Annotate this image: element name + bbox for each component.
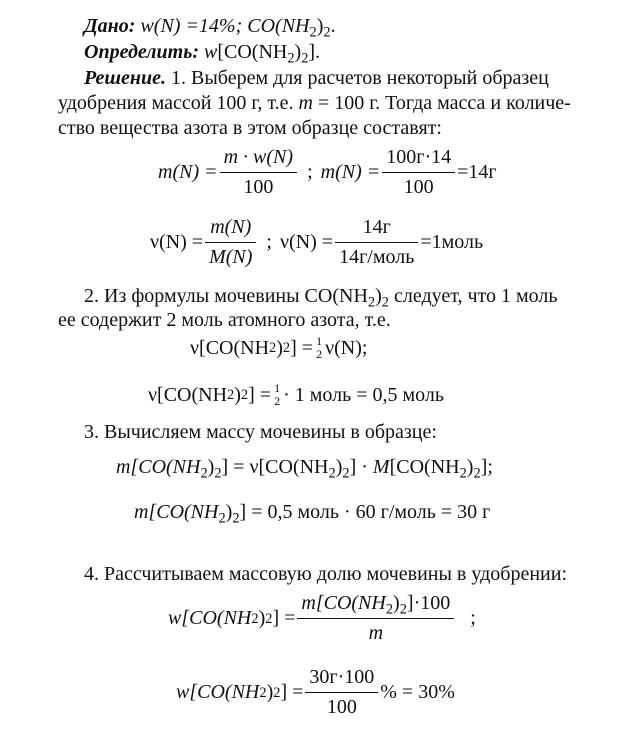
eq5-p6: [CO(NH <box>389 456 460 478</box>
eq8-mid: ) <box>266 681 274 703</box>
eq4-rhs-pre: ] = <box>248 383 272 406</box>
eq5-s5: 2 <box>459 465 467 482</box>
eq1-den2: 100 <box>403 176 434 198</box>
eq6-p1: m[CO(NH <box>134 501 219 523</box>
eq3-rhs: ν(N); <box>325 336 368 359</box>
eq1-fraction-2 <box>382 146 455 199</box>
equation-mass-n <box>158 146 497 199</box>
solution-line2-pre: удобрения массой 100 г, т.е. <box>58 92 299 114</box>
step3-line <box>84 420 437 444</box>
solution-line-1 <box>84 66 549 90</box>
eq5-p8: ]; <box>480 456 493 478</box>
equation-mass-urea-formula <box>116 455 493 482</box>
step2-line-2 <box>58 308 391 332</box>
eq1-result: =14г <box>457 161 497 183</box>
eq4-rhs: · 1 моль = 0,5 моль <box>283 383 445 406</box>
eq3-mid: ) <box>276 336 283 359</box>
solution-step1-line1: 1. Выберем для расчетов некоторый образец <box>166 67 549 89</box>
eq5-p2: ) <box>207 456 215 478</box>
eq4-half-den: 2 <box>274 394 281 408</box>
eq5-p1: m[CO(NH <box>116 456 201 478</box>
eq7-mid: ) <box>258 607 266 629</box>
solution-line2-post: = 100 г. Тогда масса и количе- <box>312 92 571 114</box>
eq3-half-num: 1 <box>316 334 323 348</box>
eq5-p7: ) <box>466 456 474 478</box>
determine-line <box>84 40 321 67</box>
step2-line2: ее содержит 2 моль атомного азота, т.е. <box>58 309 391 331</box>
eq2-num1: m(N) <box>205 216 256 243</box>
eq8-lhs: w[CO(NH <box>176 681 260 703</box>
given-period: . <box>330 15 336 37</box>
eq1-lhs1: m(N) = <box>158 161 218 183</box>
eq8-fraction <box>305 666 378 719</box>
eq3-lhs: ν[CO(NH <box>190 336 270 359</box>
step2-sub: 2 <box>367 294 376 311</box>
determine-text: [CO(NH <box>217 41 288 63</box>
eq7-eq: ] = <box>272 607 296 629</box>
equation-moles-n <box>150 216 483 269</box>
determine-text-mid: ) <box>294 41 302 63</box>
determine-w: w <box>204 41 218 63</box>
determine-text-post: ]. <box>308 41 321 63</box>
eq1-sep: ; <box>307 161 313 183</box>
given-line <box>84 14 336 41</box>
eq2-lhs1: ν(N) = <box>150 231 204 253</box>
eq6-s2: 2 <box>232 510 240 527</box>
eq5-m-letter: M <box>372 456 390 478</box>
eq2-fraction-2 <box>335 216 418 269</box>
eq2-lhs2: ν(N) = <box>279 231 334 253</box>
step4-line <box>84 562 567 586</box>
eq8-eq: ] = <box>280 681 304 703</box>
step2-sub2: 2 <box>381 294 389 311</box>
equation-mass-urea-value <box>134 500 491 527</box>
equation-moles-urea-value: ν[CO(NH 2 ) 2 ] = 1 2 · 1 моль = 0,5 моль <box>148 381 445 408</box>
eq1-num2: 100г·14 <box>382 146 455 173</box>
eq7-ns1: 2 <box>385 601 394 618</box>
eq5-p5: ] · <box>349 456 373 478</box>
given-label: Дано: <box>84 15 136 37</box>
given-text: w(N) =14%; CO(NH <box>135 15 310 37</box>
eq2-fraction-1 <box>205 216 256 269</box>
eq1-fraction-1 <box>220 146 297 199</box>
eq2-num2: 14г <box>335 216 418 243</box>
solution-line3: ство вещества азота в этом образце составят: <box>58 117 442 139</box>
eq5-p4: ) <box>335 456 343 478</box>
eq8-num: 30г·100 <box>305 666 378 693</box>
given-text-post: ) <box>316 15 324 37</box>
eq7-lhs: w[CO(NH <box>168 607 252 629</box>
eq5-s4: 2 <box>342 465 350 482</box>
step2-line1-pre: 2. Из формулы мочевины CO(NH <box>84 285 368 307</box>
solution-m: m <box>298 92 313 114</box>
step2-line1-post: следует, что 1 моль <box>388 285 558 307</box>
solution-line-2 <box>58 91 571 115</box>
equation-mass-fraction-formula: w[CO(NH 2 ) 2 ] = $\frac{m[CO(NH_2)_2]\cdot 100}{m}$ ; <box>168 592 476 644</box>
determine-label: Определить: <box>84 41 199 63</box>
eq7-num-pre: m[CO(NH <box>301 592 386 614</box>
eq7-ns2: 2 <box>399 601 407 618</box>
eq5-p3: ] = ν[CO(NH <box>221 456 329 478</box>
eq5-s2: 2 <box>214 465 222 482</box>
eq8-den: 100 <box>326 696 357 718</box>
eq7-den: m <box>368 622 384 644</box>
equation-moles-urea-half: ν[CO(NH 2 ) 2 ] = 1 2 ν(N); <box>190 334 368 361</box>
equation-mass-fraction-value: w[CO(NH 2 ) 2 ] = $\frac{30г\cdot 100}{100}$ % = 30% <box>176 666 455 718</box>
eq4-lhs: ν[CO(NH <box>148 383 228 406</box>
eq7-numerator <box>297 592 454 619</box>
step2-line-1 <box>84 284 558 311</box>
given-subscript: 2 <box>309 24 317 41</box>
eq7-num-mid: ) <box>393 592 400 614</box>
eq6-s1: 2 <box>218 510 226 527</box>
eq6-p3: ] = 0,5 моль · 60 г/моль = 30 г <box>239 501 491 523</box>
step4-text: 4. Рассчитываем массовую долю мочевины в удобрении: <box>84 563 568 585</box>
step2-line1-mid: ) <box>375 285 382 307</box>
eq7-fraction <box>297 592 454 645</box>
eq5-s6: 2 <box>473 465 481 482</box>
determine-subscript-2: 2 <box>301 50 309 67</box>
solution-line-3 <box>58 116 442 140</box>
eq5-s1: 2 <box>200 465 208 482</box>
eq6-p2: ) <box>225 501 233 523</box>
eq3-half-fraction <box>316 335 322 361</box>
step3-text: 3. Вычисляем массу мочевины в образце: <box>84 421 437 443</box>
determine-subscript: 2 <box>287 50 295 67</box>
given-subscript-2: 2 <box>323 24 331 41</box>
eq1-den1: 100 <box>243 176 274 198</box>
eq5-s3: 2 <box>328 465 336 482</box>
eq2-den1: M(N) <box>209 246 253 268</box>
solution-label: Решение. <box>84 67 167 89</box>
eq4-half-num: 1 <box>274 381 281 395</box>
eq4-half-fraction <box>274 382 280 408</box>
eq7-num-post: ]·100 <box>406 592 451 614</box>
eq2-sep: ; <box>266 231 272 253</box>
eq3-half-den: 2 <box>316 347 323 361</box>
eq8-result: % = 30% <box>380 681 455 703</box>
eq1-num1: m · w(N) <box>220 146 297 173</box>
eq7-sep: ; <box>470 607 476 629</box>
eq1-lhs2: m(N) = <box>320 161 381 183</box>
eq3-rhs-pre: ] = <box>290 336 314 359</box>
eq2-result: =1моль <box>420 231 484 253</box>
eq2-den2: 14г/моль <box>339 246 415 268</box>
eq4-mid: ) <box>234 383 241 406</box>
